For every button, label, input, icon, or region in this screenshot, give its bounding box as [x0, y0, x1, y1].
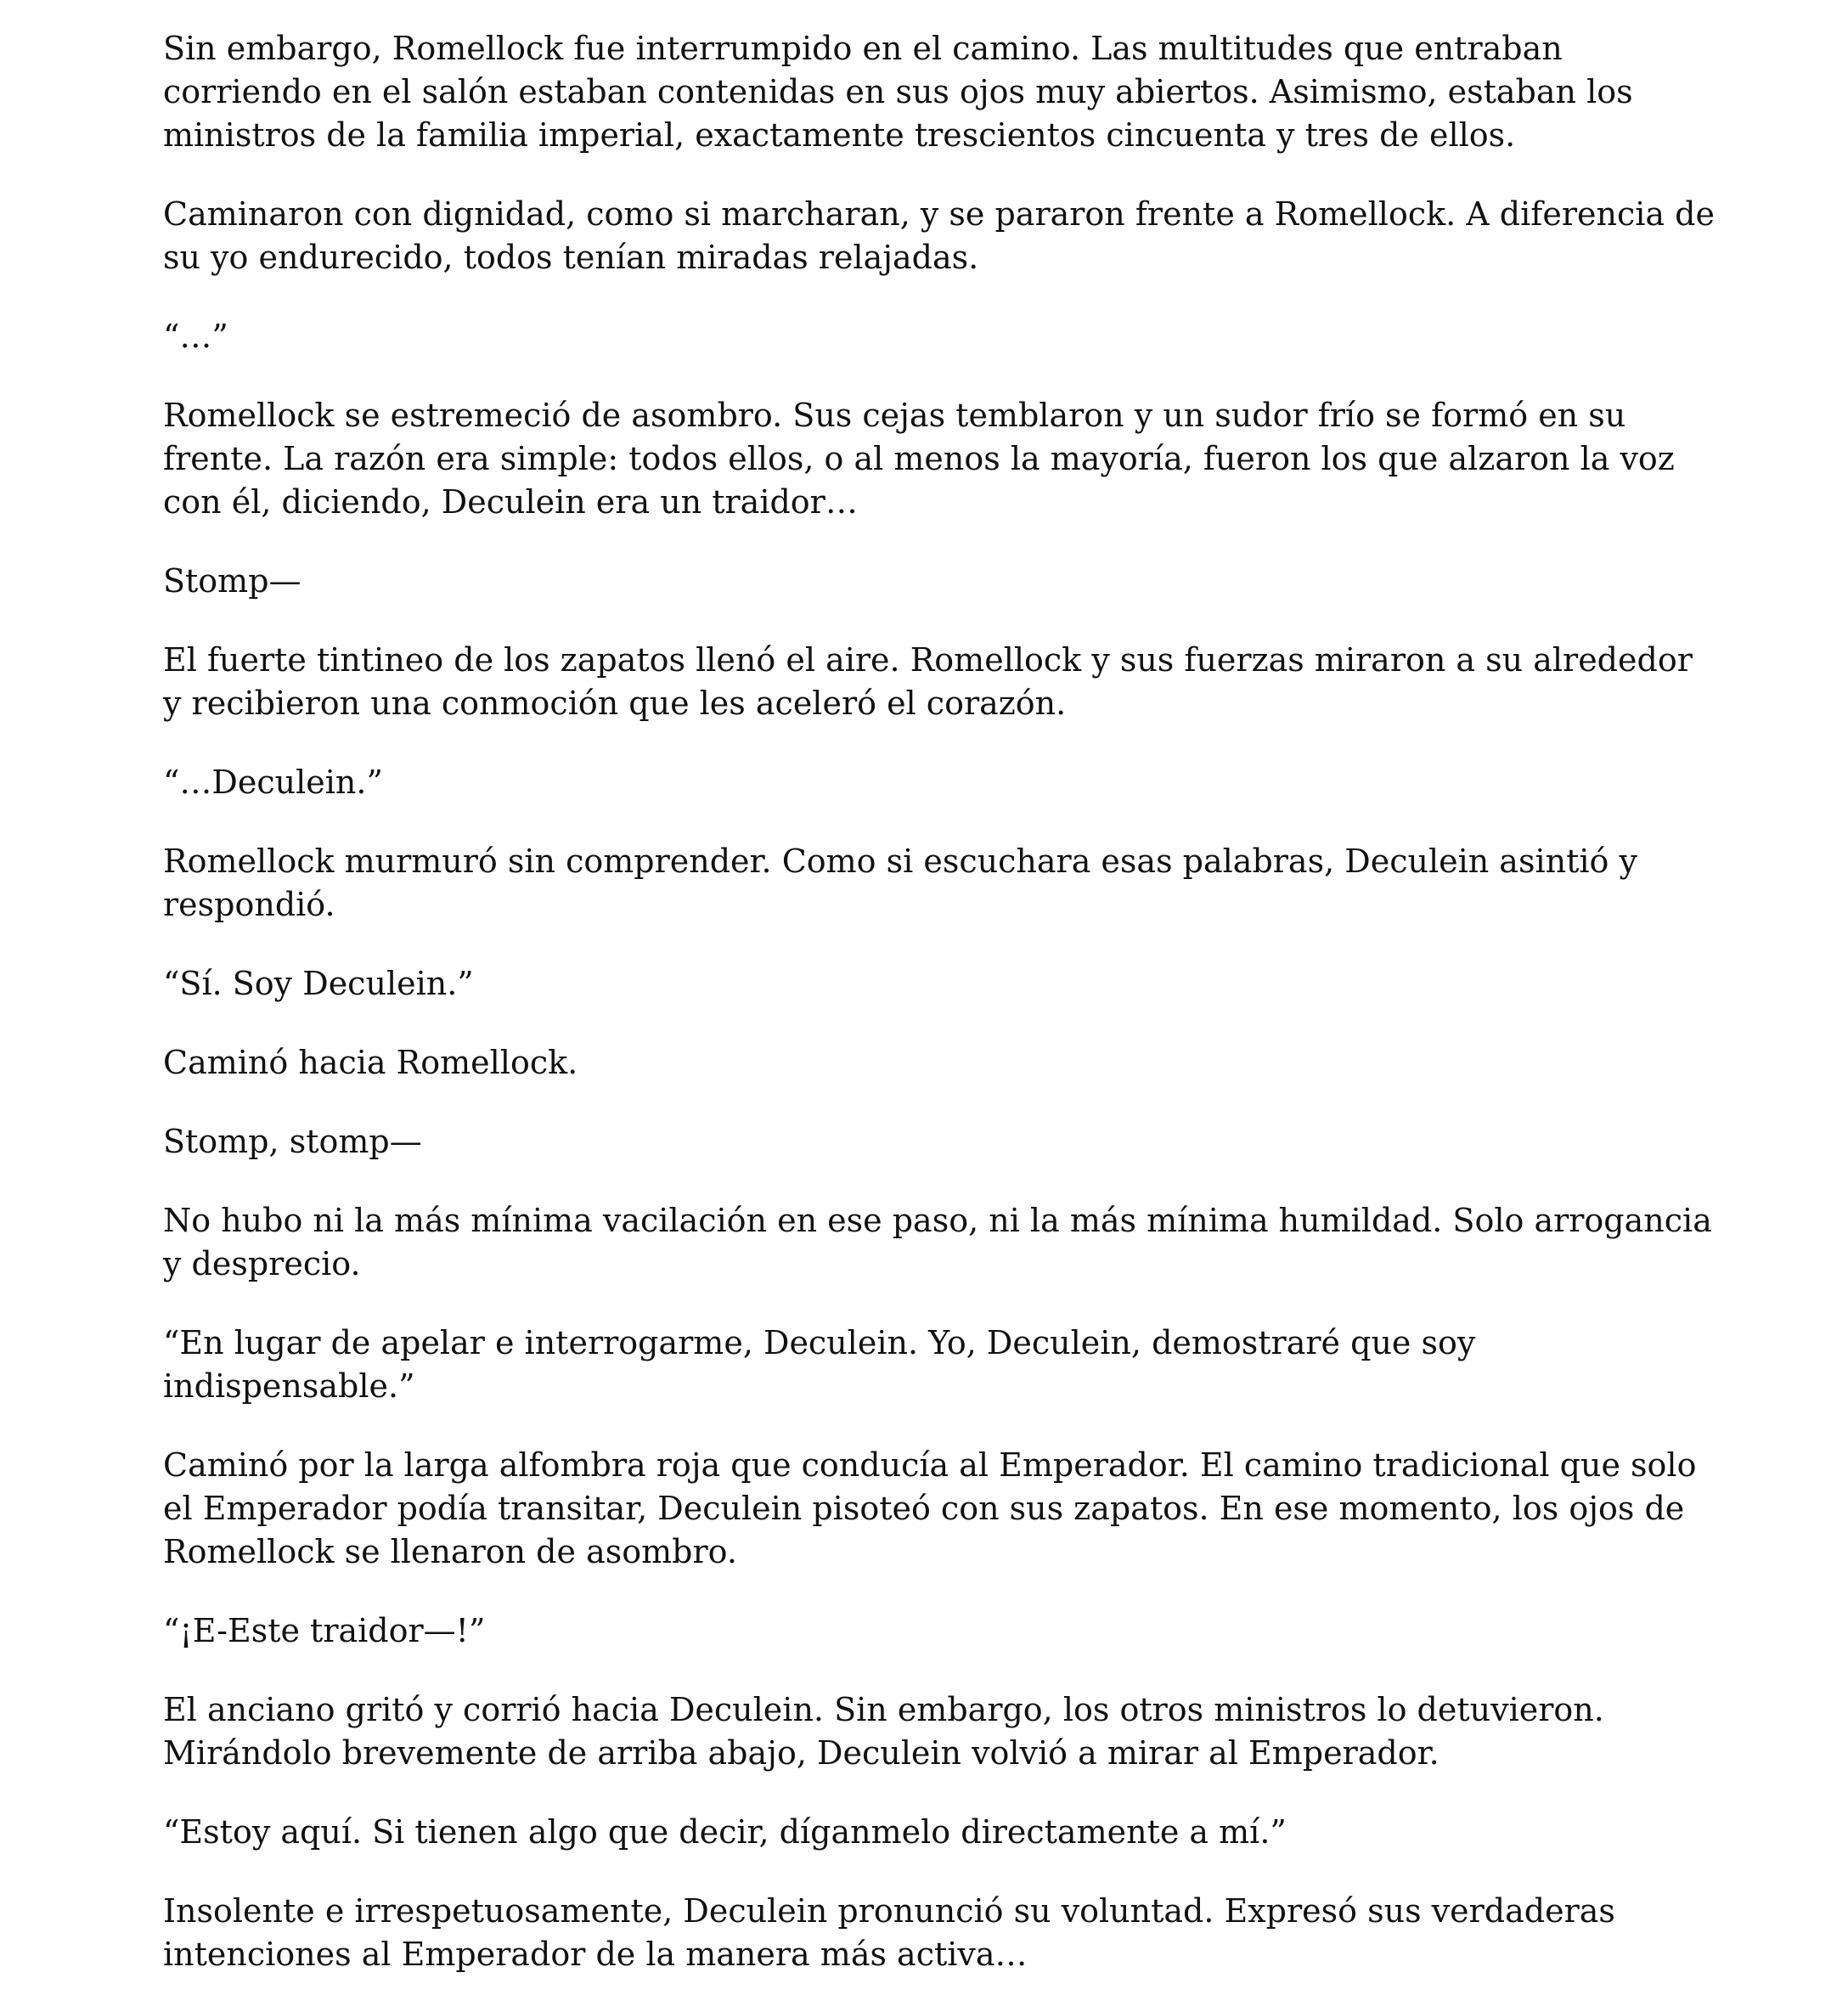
paragraph-12: No hubo ni la más mínima vacilación en ese paso, ni la más mínima humildad. Solo arrogancia y desprecio.	[163, 1202, 1712, 1282]
paragraph-9: “Sí. Soy Deculein.”	[163, 965, 474, 1002]
paragraph-11: Stomp, stomp—	[163, 1123, 422, 1160]
paragraph-2: Caminaron con dignidad, como si marcharan, y se pararon frente a Romellock. A diferencia de su yo endurecido, todos tenían miradas relajadas.	[163, 195, 1715, 276]
paragraph-10: Caminó hacia Romellock.	[163, 1044, 578, 1081]
document-body	[163, 27, 1717, 2012]
paragraph-1: Sin embargo, Romellock fue interrumpido en el camino. Las multitudes que entraban corriendo en el salón estaban contenidas en sus ojos muy abiertos. Asimismo, estaban los ministros de la familia imperial, exactamente trescientos cincuenta y tres de ellos.	[163, 30, 1633, 154]
paragraph-14: Caminó por la larga alfombra roja que conducía al Emperador. El camino tradicional que solo el Emperador podía transitar, Deculein pisoteó con sus zapatos. En ese momento, los ojos de Romellock se llenaron de asombro.	[163, 1446, 1697, 1570]
paragraph-18: Insolente e irrespetuosamente, Deculein pronunció su voluntad. Expresó sus verdaderas intenciones al Emperador de la manera más activa…	[163, 1892, 1615, 1973]
paragraph-7: “…Deculein.”	[163, 764, 383, 801]
paragraph-15: “¡E-Este traidor—!”	[163, 1612, 486, 1649]
paragraph-3: “…”	[163, 318, 228, 355]
paragraph-8: Romellock murmuró sin comprender. Como si escuchara esas palabras, Deculein asintió y respondió.	[163, 843, 1637, 923]
paragraph-6: El fuerte tintineo de los zapatos llenó el aire. Romellock y sus fuerzas miraron a su alrededor y recibieron una conmoción que les aceleró el corazón.	[163, 641, 1693, 722]
paragraph-5: Stomp—	[163, 562, 301, 600]
paragraph-4: Romellock se estremeció de asombro. Sus cejas temblaron y un sudor frío se formó en su frente. La razón era simple: todos ellos, o al menos la mayoría, fueron los que alzaron la voz con él, diciendo, Deculein era un traidor…	[163, 397, 1675, 521]
paragraph-17: “Estoy aquí. Si tienen algo que decir, díganmelo directamente a mí.”	[163, 1813, 1287, 1851]
paragraph-13: “En lugar de apelar e interrogarme, Deculein. Yo, Deculein, demostraré que soy indispensable.”	[163, 1324, 1476, 1405]
paragraph-16: El anciano gritó y corrió hacia Deculein. Sin embargo, los otros ministros lo detuvieron. Mirándolo brevemente de arriba abajo, Deculein volvió a mirar al Emperador.	[163, 1691, 1604, 1772]
